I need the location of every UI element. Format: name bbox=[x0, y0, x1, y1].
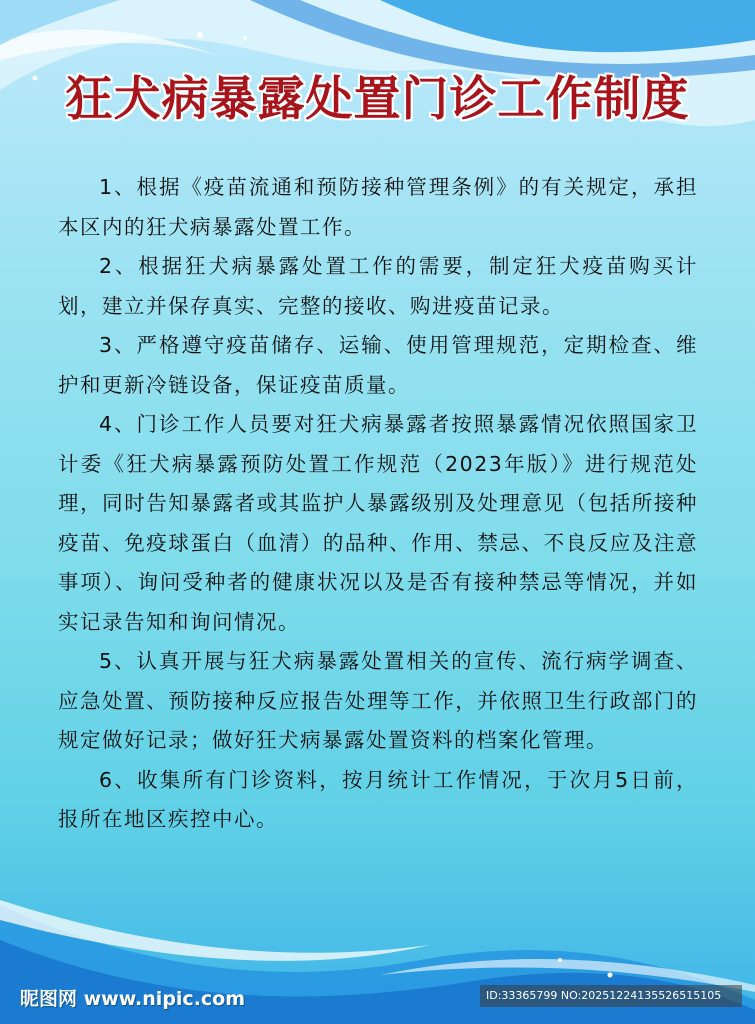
image-id-watermark: ID:33365799 NO:20251224135526515105 bbox=[480, 985, 742, 1007]
rules-content bbox=[58, 168, 698, 840]
rule-paragraph-5: 5、认真开展与狂犬病暴露处置相关的宣传、流行病学调查、应急处置、预防接种反应报告处理等工作，并依照卫生行政部门的规定做好记录；做好狂犬病暴露处置资料的档案化管理。 bbox=[58, 649, 698, 752]
rule-paragraph-4: 4、门诊工作人员要对狂犬病暴露者按照暴露情况依照国家卫计委《狂犬病暴露预防处置工作规范（2023年版）》进行规范处理，同时告知暴露者或其监护人暴露级别及处理意见（包括所接种疫苗、免疫球蛋白（血清）的品种、作用、禁忌、不良反应及注意事项）、询问受种者的健康状况以及是否有接种禁忌等情况，并如实记录告知和询问情况。 bbox=[58, 412, 698, 634]
site-watermark: 昵图网 www.nipic.com bbox=[20, 988, 246, 1010]
rule-paragraph-6: 6、收集所有门诊资料，按月统计工作情况，于次月5日前，报所在地区疾控中心。 bbox=[58, 767, 698, 831]
page-title: 狂犬病暴露处置门诊工作制度 bbox=[65, 72, 690, 127]
rule-paragraph-2: 2、根据狂犬病暴露处置工作的需要，制定狂犬疫苗购买计划，建立并保存真实、完整的接收、购进疫苗记录。 bbox=[58, 254, 698, 318]
rule-paragraph-1: 1、根据《疫苗流通和预防接种管理条例》的有关规定，承担本区内的狂犬病暴露处置工作。 bbox=[58, 175, 698, 239]
rule-paragraph-3: 3、严格遵守疫苗储存、运输、使用管理规范，定期检查、维护和更新冷链设备，保证疫苗质量。 bbox=[58, 333, 698, 397]
